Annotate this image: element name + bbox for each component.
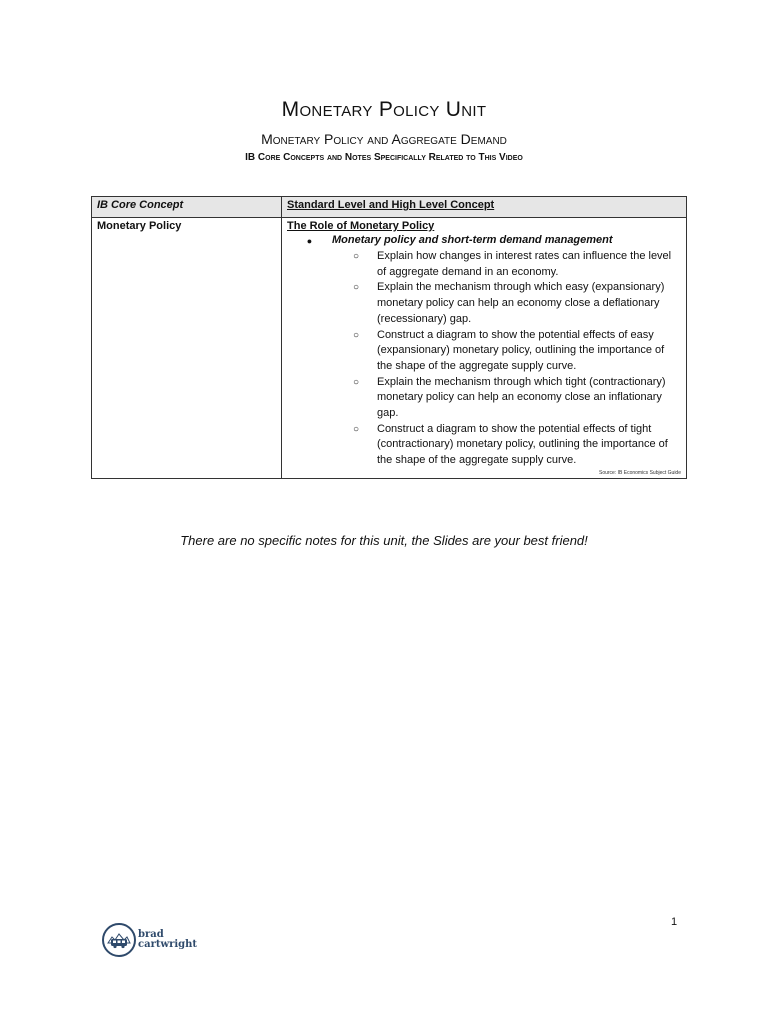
bullet-item xyxy=(287,234,681,248)
section-title: The Role of Monetary Policy xyxy=(287,220,435,232)
concept-detail-cell xyxy=(282,218,687,479)
objectives-list xyxy=(287,249,681,469)
concept-cell: Monetary Policy xyxy=(92,218,282,479)
bus-logo-icon xyxy=(102,923,136,957)
bullet-text: Monetary policy and short-term demand management xyxy=(332,234,613,246)
unit-note: There are no specific notes for this unit, the Slides are your best friend! xyxy=(180,533,588,548)
concepts-table xyxy=(91,196,687,479)
document-subtitle: Monetary Policy and Aggregate Demand xyxy=(261,131,507,147)
list-item xyxy=(353,328,681,375)
list-item-text: Explain the mechanism through which easy (expansionary) monetary policy can help an economy close a deflationary (recessionary) gap. xyxy=(377,281,665,325)
list-item-text: Explain the mechanism through which tight (contractionary) monetary policy can help an economy close an inflationary gap. xyxy=(377,375,666,420)
list-item-text: Explain how changes in interest rates can influence the level of aggregate demand in an economy. xyxy=(377,250,672,278)
header-level-concept: Standard Level and High Level Concept xyxy=(282,197,687,218)
circle-bullet-icon: ○ xyxy=(353,423,360,435)
list-item xyxy=(353,422,681,469)
circle-bullet-icon: ○ xyxy=(353,282,360,294)
circle-bullet-icon: ○ xyxy=(353,376,360,388)
table-row xyxy=(92,218,687,479)
document-subsubtitle: IB Core Concepts and Notes Specifically Related to This Video xyxy=(245,152,523,163)
list-item xyxy=(353,249,681,280)
list-item xyxy=(353,280,681,327)
header-ib-core-concept: IB Core Concept xyxy=(92,197,282,218)
page-number: 1 xyxy=(671,916,678,928)
circle-bullet-icon: ○ xyxy=(353,329,360,341)
list-item-text: Construct a diagram to show the potential effects of easy (expansionary) monetary policy, outlining the importance of the shape of the aggregate supply curve. xyxy=(377,328,665,372)
bus-icon xyxy=(107,931,131,949)
bullet-icon: ● xyxy=(306,236,313,246)
document-title: Monetary Policy Unit xyxy=(281,98,487,121)
circle-bullet-icon: ○ xyxy=(353,251,360,262)
list-item xyxy=(353,375,681,422)
brand-logo xyxy=(102,923,197,957)
logo-wordmark xyxy=(138,930,197,950)
logo-line-1: brad xyxy=(138,929,164,940)
table-header-row xyxy=(92,197,687,218)
list-item-text: Construct a diagram to show the potential effects of tight (contractionary) monetary policy, outlining the importance of the shape of the aggregate supply curve. xyxy=(377,422,668,467)
logo-line-2: cartwright xyxy=(138,939,198,950)
source-note: Source: IB Economics Subject Guide xyxy=(599,469,681,476)
